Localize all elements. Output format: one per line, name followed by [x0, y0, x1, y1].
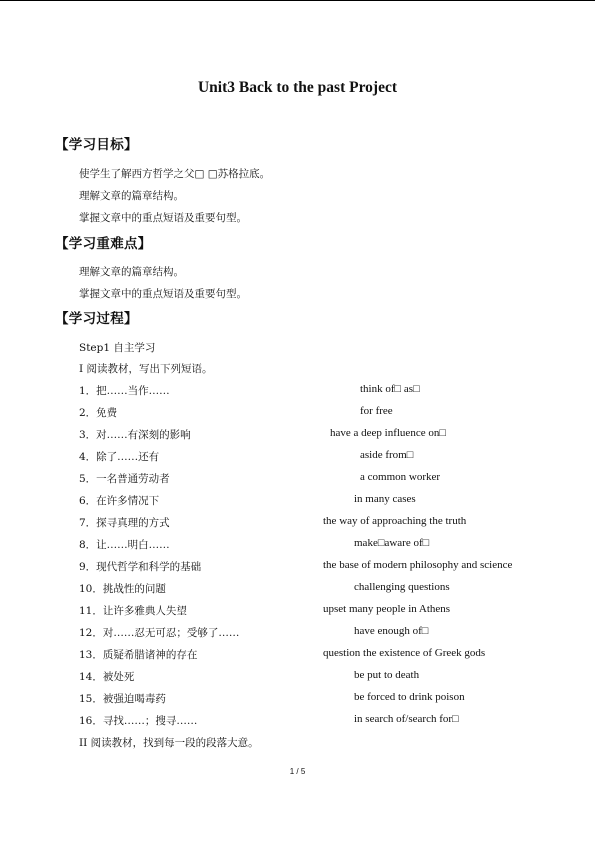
difficulty-item: 理解文章的篇章结构。	[79, 266, 184, 278]
phrase-english: make□aware of□	[354, 537, 430, 549]
page-title: Unit3 Back to the past Project	[197, 79, 398, 96]
phrase-row	[79, 669, 579, 685]
phrase-row	[79, 625, 579, 641]
phrase-english: question the existence of Greek gods	[323, 647, 486, 659]
phrase-chinese: 1．把……当作……	[79, 385, 170, 397]
phrase-row	[79, 449, 579, 465]
phrase-row	[79, 559, 579, 575]
phrase-row	[79, 691, 579, 707]
phrase-chinese: 8．让……明白……	[79, 539, 170, 551]
section-heading-difficulties: 【学习重难点】	[55, 236, 152, 252]
phrase-chinese: 13．质疑希腊诸神的存在	[79, 649, 198, 661]
phrase-chinese: 6．在许多情况下	[79, 495, 160, 507]
phrase-chinese: 3．对……有深刻的影响	[79, 429, 191, 441]
phrase-chinese: 16．寻找……；搜寻……	[79, 715, 198, 727]
phrase-chinese: 4．除了……还有	[79, 451, 160, 463]
phrase-row	[79, 581, 579, 597]
phrase-row	[79, 603, 579, 619]
phrase-chinese: 10．挑战性的问题	[79, 583, 166, 595]
phrase-row	[79, 713, 579, 729]
phrase-row	[79, 471, 579, 487]
phrase-row	[79, 493, 579, 509]
top-rule	[0, 0, 595, 1]
phrase-chinese: 7．探寻真理的方式	[79, 517, 170, 529]
phrase-chinese: 5．一名普通劳动者	[79, 473, 170, 485]
phrase-row	[79, 383, 579, 399]
phrase-chinese: 12．对……忍无可忍；受够了……	[79, 627, 240, 639]
phrase-row	[79, 515, 579, 531]
phrase-row	[79, 537, 579, 553]
step-label: Step1 自主学习	[79, 342, 156, 354]
phrase-chinese: 11．让许多雅典人失望	[79, 605, 187, 617]
phrase-english: the way of approaching the truth	[323, 515, 467, 527]
phrase-english: be forced to drink poison	[354, 691, 465, 703]
phrase-chinese: 9．现代哲学和科学的基础	[79, 561, 202, 573]
part-two-instruction: II 阅读教材，找到每一段的段落大意。	[79, 737, 259, 749]
phrase-english: have a deep influence on□	[330, 427, 446, 439]
phrase-english: upset many people in Athens	[323, 603, 451, 615]
section-heading-goals: 【学习目标】	[55, 137, 138, 153]
phrase-chinese: 15．被强迫喝毒药	[79, 693, 166, 705]
phrase-row	[79, 405, 579, 421]
phrase-english: challenging questions	[354, 581, 450, 593]
section-heading-process: 【学习过程】	[55, 311, 138, 327]
phrase-row	[79, 647, 579, 663]
phrase-row	[79, 427, 579, 443]
phrase-english: a common worker	[360, 471, 441, 483]
phrase-english: for free	[360, 405, 393, 417]
phrase-english: in search of/search for□	[354, 713, 459, 725]
goal-item: 使学生了解西方哲学之父□ □苏格拉底。	[79, 168, 271, 180]
goal-item: 理解文章的篇章结构。	[79, 190, 184, 202]
phrase-english: aside from□	[360, 449, 414, 461]
phrase-chinese: 2．免费	[79, 407, 118, 419]
goal-item: 掌握文章中的重点短语及重要句型。	[79, 212, 247, 224]
phrase-english: be put to death	[354, 669, 420, 681]
phrase-english: the base of modern philosophy and science	[323, 559, 513, 571]
page-number: 1 / 5	[289, 767, 306, 776]
difficulty-item: 掌握文章中的重点短语及重要句型。	[79, 288, 247, 300]
phrase-english: in many cases	[354, 493, 416, 505]
phrase-english: think of□ as□	[360, 383, 420, 395]
phrase-chinese: 14．被处死	[79, 671, 135, 683]
phrase-english: have enough of□	[354, 625, 429, 637]
part-one-instruction: I 阅读教材，写出下列短语。	[79, 363, 213, 375]
